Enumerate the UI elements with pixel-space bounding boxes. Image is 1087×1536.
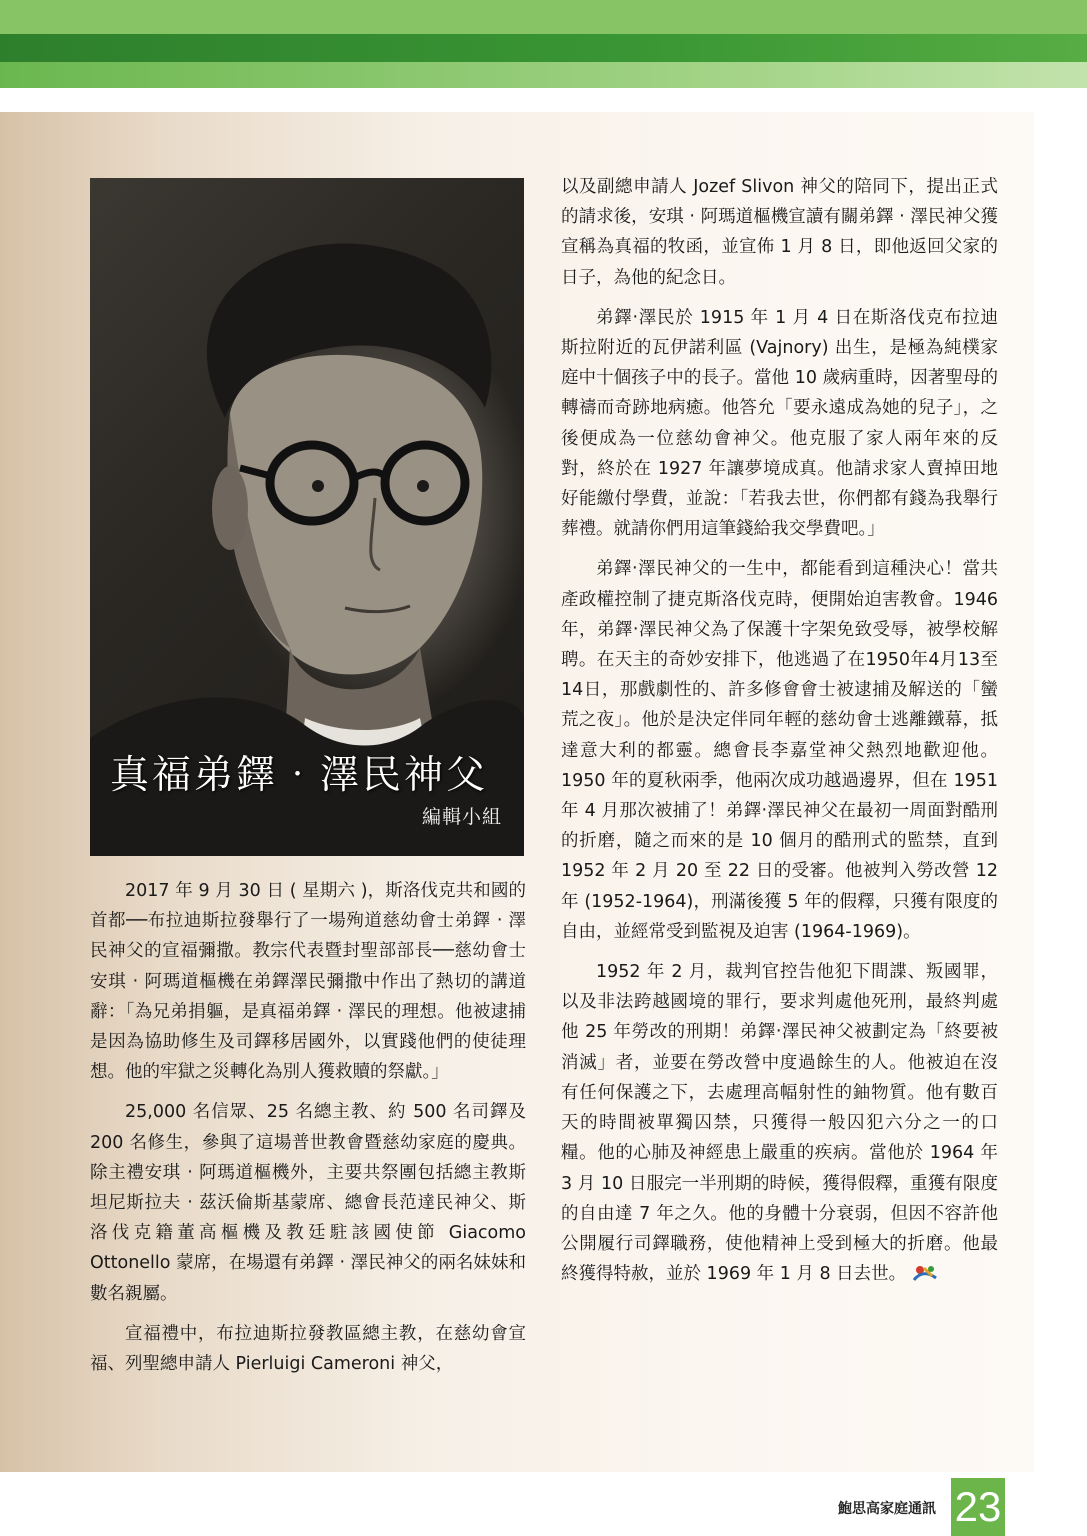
paragraph: 以及副總申請人 Jozef Slivon 神父的陪同下，提出正式的請求後，安琪 ‧ 阿瑪道樞機宣讀有關弟鐸 ‧ 澤民神父獲宣稱為真福的牧函，並宣佈 1 月 8 日，即他返回父家的日子，為他的紀念日。 [561,177,998,288]
header-light-stripe [0,0,1087,34]
page-number: 23 [951,1478,1005,1536]
paragraph: 弟鐸‧澤民於 1915 年 1 月 4 日在斯洛伐克布拉迪斯拉附近的瓦伊諾利區 (Vajnory) 出生，是極為純樸家庭中十個孩子中的長子。當他 10 歲病重時，因著聖母的轉禱而奇跡地病癒。他答允「要永遠成為她的兒子」，之後便成為一位慈幼會神父。他克服了家人兩年來的反對，終於在 1927 年讓夢境成真。他請求家人賣掉田地好能繳付學費，並說：「若我去世，你們都有錢為我舉行葬禮。就請你們用這筆錢給我交學費吧。」 [561,307,998,540]
article-title: 真福弟鐸‧澤民神父 [110,753,489,798]
end-mark-icon [912,1264,938,1284]
publication-name: 鮑思高家庭通訊 [838,1501,936,1517]
header-fade-stripe [0,62,1087,88]
article-byline: 編輯小組 [421,806,502,828]
paragraph: 25,000 名信眾、25 名總主教、約 500 名司鐸及 200 名修生，參與了這場普世教會暨慈幼家庭的慶典。除主禮安琪 ‧ 阿瑪道樞機外，主要共祭團包括總主教斯坦尼斯拉夫 ‧ 茲沃倫斯基蒙席、總會長范達民神父、斯洛伐克籍董高樞機及教廷駐該國使節 Giacomo Ottonello 蒙席，在場還有弟鐸 ‧ 澤民神父的兩名妹妹和數名親屬。 [90,1102,526,1304]
paragraph: 2017 年 9 月 30 日 ( 星期六 )，斯洛伐克共和國的首都──布拉迪斯拉發舉行了一場殉道慈幼會士弟鐸 ‧ 澤民神父的宣福彌撒。教宗代表暨封聖部部長──慈幼會士安琪 ‧ 阿瑪道樞機在弟鐸澤民彌撒中作出了熱切的講道辭：「為兄弟捐軀，是真福弟鐸 ‧ 澤民的理想。他被逮捕是因為協助修生及司鐸移居國外，以實踐他們的使徒理想。他的牢獄之災轉化為別人獲救贖的祭獻。」 [90,881,526,1083]
portrait-photo [90,178,524,856]
paragraph: 弟鐸‧澤民神父的一生中，都能看到這種決心！當共產政權控制了捷克斯洛伐克時，便開始迫害教會。1946 年，弟鐸‧澤民神父為了保護十字架免致受辱，被學校解聘。在天主的奇妙安排下，他逃過了在1950年4月13至14日，那戲劇性的、許多修會會士被逮捕及解送的「蠻荒之夜」。他於是決定伴同年輕的慈幼會士逃離鐵幕，抵達意大利的都靈。總會長李嘉堂神父熱烈地歡迎他。1950 年的夏秋兩季，他兩次成功越過邊界，但在 1951 年 4 月那次被捕了！弟鐸‧澤民神父在最初一周面對酷刑的折磨，隨之而來的是 10 個月的酷刑式的監禁，直到 1952 年 2 月 20 至 22 日的受審。他被判入勞改營 12 年 (1952-1964)，刑滿後獲 5 年的假釋，只獲有限度的自由，並經常受到監視及迫害 (1964-1969)。 [561,559,998,942]
header-dark-stripe [0,34,1087,62]
header-band [0,0,1087,88]
paragraph: 宣福禮中，布拉迪斯拉發教區總主教，在慈幼會宣福、列聖總申請人 Pierluigi Cameroni 神父， [90,1323,526,1375]
paragraph-text: 1952 年 2 月，裁判官控告他犯下間諜、叛國罪，以及非法跨越國境的罪行，要求判處他死刑，最終判處他 25 年勞改的刑期！弟鐸‧澤民神父被劃定為「終要被消滅」者，並要在勞改營中度過餘生的人。他被迫在沒有任何保護之下，去處理高幅射性的鈾物質。他有數百天的時間被單獨囚禁，只獲得一般囚犯六分之一的口糧。他的心肺及神經患上嚴重的疾病。當他於 1964 年 3 月 10 日服完一半刑期的時候，獲得假釋，重獲有限度的自由達 7 年之久。他的身體十分衰弱，但因不容許他公開履行司鐸職務，使他精神上受到極大的折磨。他最終獲得特赦，並於 1969 年 1 月 8 日去世。 [561,962,998,1285]
paragraph [561,957,998,1289]
right-text-column [561,172,998,1289]
left-text-column [90,876,526,1379]
